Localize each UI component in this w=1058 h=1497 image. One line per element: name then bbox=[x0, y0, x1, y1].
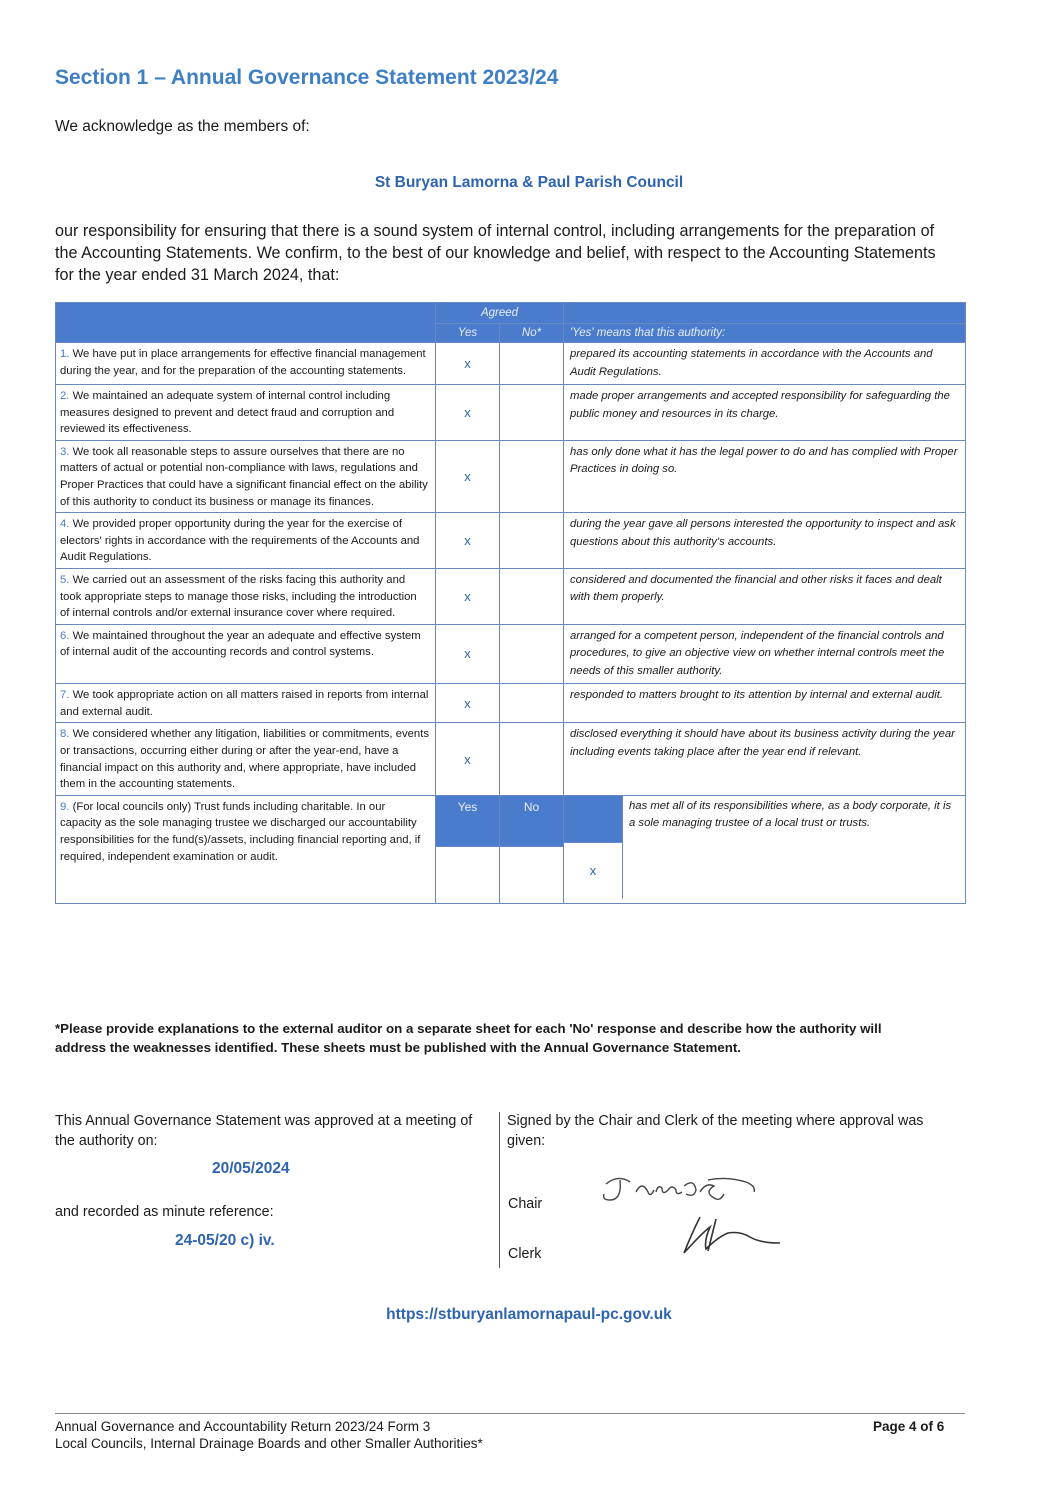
table-row bbox=[56, 624, 966, 684]
table-row bbox=[56, 723, 966, 795]
row-9-statement bbox=[56, 795, 436, 903]
yes-mark: x bbox=[436, 684, 500, 723]
statement-cell bbox=[56, 684, 436, 723]
statement-number: 5. bbox=[60, 573, 70, 586]
chair-signature bbox=[596, 1170, 776, 1210]
row-9-means: has met all of its responsibilities where, as a body corporate, it is a sole managing trustee of a local trust or trusts. bbox=[622, 796, 965, 899]
yes-mark: x bbox=[436, 385, 500, 441]
statement-number: 2. bbox=[60, 390, 70, 402]
council-name: St Buryan Lamorna & Paul Parish Council bbox=[374, 174, 684, 191]
means-text: prepared its accounting statements in accordance with the Accounts and Audit Regulations. bbox=[564, 343, 966, 385]
means-header: 'Yes' means that this authority: bbox=[564, 324, 966, 343]
means-text: arranged for a competent person, independent of the financial controls and procedures, to give an objective view on whether internal controls meet the needs of this smaller authority. bbox=[564, 624, 966, 684]
yes-mark: x bbox=[436, 568, 500, 624]
statement-cell bbox=[56, 343, 436, 385]
no-mark bbox=[500, 684, 564, 723]
table-row bbox=[56, 440, 966, 512]
row-9-number: 9. bbox=[60, 800, 70, 813]
header-blank bbox=[56, 303, 436, 343]
table-row bbox=[56, 385, 966, 441]
statement-text: We took all reasonable steps to assure ourselves that there are no matters of actual or potential non-compliance with laws, regulations and Proper Practices that could have a significant financial effect on the ability of this authority to conduct its business or manage its finances. bbox=[60, 445, 428, 508]
table-row bbox=[56, 513, 966, 569]
no-mark bbox=[500, 343, 564, 385]
statement-text: We provided proper opportunity during the year for the exercise of electors' rights in accordance with the requirements of the Accounts and Audit Regulations. bbox=[60, 518, 420, 564]
footer-subtitle: Local Councils, Internal Drainage Boards and other Smaller Authorities* bbox=[55, 1436, 483, 1451]
acknowledgement-text: We acknowledge as the members of: bbox=[55, 118, 310, 135]
minute-reference: 24-05/20 c) iv. bbox=[175, 1232, 275, 1249]
clerk-signature bbox=[670, 1213, 800, 1259]
page-title: Section 1 – Annual Governance Statement 2023/24 bbox=[55, 66, 559, 89]
means-text: has only done what it has the legal power to do and has complied with Proper Practices in doing so. bbox=[564, 440, 966, 512]
statement-cell bbox=[56, 385, 436, 441]
intro-paragraph: our responsibility for ensuring that there is a sound system of internal control, including arrangements for the preparation of the Accounting Statements. We confirm, to the best of our knowledge and belief, with respect to the Accounting Statements for the year ended 31 March 2024, that: bbox=[55, 222, 936, 284]
approval-date: 20/05/2024 bbox=[212, 1160, 290, 1177]
row-9-no-header: No bbox=[500, 795, 564, 846]
statement-text: We have put in place arrangements for effective financial management during the year, and for the preparation of the accounting statements. bbox=[60, 348, 426, 377]
no-mark bbox=[500, 624, 564, 684]
statement-number: 3. bbox=[60, 445, 70, 458]
approval-text: This Annual Governance Statement was approved at a meeting of the authority on: bbox=[55, 1113, 473, 1149]
table-row bbox=[56, 568, 966, 624]
footer-form-title: Annual Governance and Accountability Return 2023/24 Form 3 bbox=[55, 1419, 431, 1434]
header-blank-right bbox=[564, 303, 966, 324]
clerk-label: Clerk bbox=[508, 1246, 542, 1262]
no-mark bbox=[500, 513, 564, 569]
website-link[interactable]: https://stburyanlamornapaul-pc.gov.uk bbox=[386, 1306, 672, 1323]
statement-text: We maintained an adequate system of internal control including measures designed to prevent and detect fraud and corruption and reviewed its effectiveness. bbox=[60, 390, 395, 436]
table-row bbox=[56, 684, 966, 723]
statement-text: We maintained throughout the year an adequate and effective system of internal audit of the accounting records and control systems. bbox=[60, 629, 421, 659]
yes-header: Yes bbox=[436, 324, 500, 343]
statement-number: 1. bbox=[60, 348, 70, 360]
statement-cell bbox=[56, 568, 436, 624]
yes-mark: x bbox=[436, 624, 500, 684]
statement-text: We carried out an assessment of the risks facing this authority and took appropriate steps to manage those risks, including the introduction of internal controls and/or external insurance cover where required. bbox=[60, 573, 417, 620]
means-text: made proper arrangements and accepted responsibility for safeguarding the public money and resources in its charge. bbox=[564, 385, 966, 441]
statement-number: 8. bbox=[60, 728, 70, 741]
minute-reference-label: and recorded as minute reference: bbox=[55, 1204, 274, 1220]
row-9-no-cell bbox=[500, 846, 564, 903]
chair-label: Chair bbox=[508, 1196, 543, 1212]
row-9-na-header bbox=[564, 796, 622, 842]
means-text: considered and documented the financial and other risks it faces and dealt with them properly. bbox=[564, 568, 966, 624]
statement-cell bbox=[56, 624, 436, 684]
statement-number: 4. bbox=[60, 518, 70, 531]
table-header-row bbox=[56, 303, 966, 324]
means-text: disclosed everything it should have about its business activity during the year including events taking place after the year end if relevant. bbox=[564, 723, 966, 795]
yes-mark: x bbox=[436, 343, 500, 385]
row-9-yes-header: Yes bbox=[436, 795, 500, 846]
page-number: Page 4 of 6 bbox=[873, 1419, 945, 1434]
statement-number: 7. bbox=[60, 689, 70, 702]
no-mark bbox=[500, 440, 564, 512]
row-9-yes-cell bbox=[436, 846, 500, 903]
means-text: responded to matters brought to its attention by internal and external audit. bbox=[564, 684, 966, 723]
statement-cell bbox=[56, 440, 436, 512]
governance-table bbox=[55, 302, 966, 904]
yes-mark: x bbox=[436, 723, 500, 795]
statement-number: 6. bbox=[60, 629, 70, 642]
row-9-na-mark: x bbox=[564, 842, 622, 899]
statement-text: We took appropriate action on all matters raised in reports from internal and external audit. bbox=[60, 689, 429, 718]
row-9-text: (For local councils only) Trust funds including charitable. In our capacity as the sole managing trustee we discharged our accountability responsibilities for the fund(s)/assets, including financial reporting and, if required, independent examination or audit. bbox=[60, 800, 421, 863]
no-mark bbox=[500, 723, 564, 795]
no-mark bbox=[500, 568, 564, 624]
means-text: during the year gave all persons interested the opportunity to inspect and ask questions about this authority's accounts. bbox=[564, 513, 966, 569]
statement-cell bbox=[56, 723, 436, 795]
row-9-means-cell bbox=[564, 795, 966, 903]
footnote: *Please provide explanations to the external auditor on a separate sheet for each 'No' response and describe how the authority will address the weaknesses identified. These sheets must be published with the Annual Governance Statement. bbox=[55, 1021, 882, 1055]
table-row-9 bbox=[56, 795, 966, 846]
signed-text: Signed by the Chair and Clerk of the meeting where approval was given: bbox=[507, 1113, 924, 1149]
no-mark bbox=[500, 385, 564, 441]
no-header: No* bbox=[500, 324, 564, 343]
table-row bbox=[56, 343, 966, 385]
statement-cell bbox=[56, 513, 436, 569]
footer-rule bbox=[55, 1413, 965, 1414]
divider bbox=[499, 1112, 500, 1268]
yes-mark: x bbox=[436, 513, 500, 569]
agreed-header: Agreed bbox=[436, 303, 564, 324]
statement-text: We considered whether any litigation, liabilities or commitments, events or transactions, occurring either during or after the year-end, have a financial impact on this authority and, where appropriate, have included them in the accounting statements. bbox=[60, 728, 429, 791]
yes-mark: x bbox=[436, 440, 500, 512]
